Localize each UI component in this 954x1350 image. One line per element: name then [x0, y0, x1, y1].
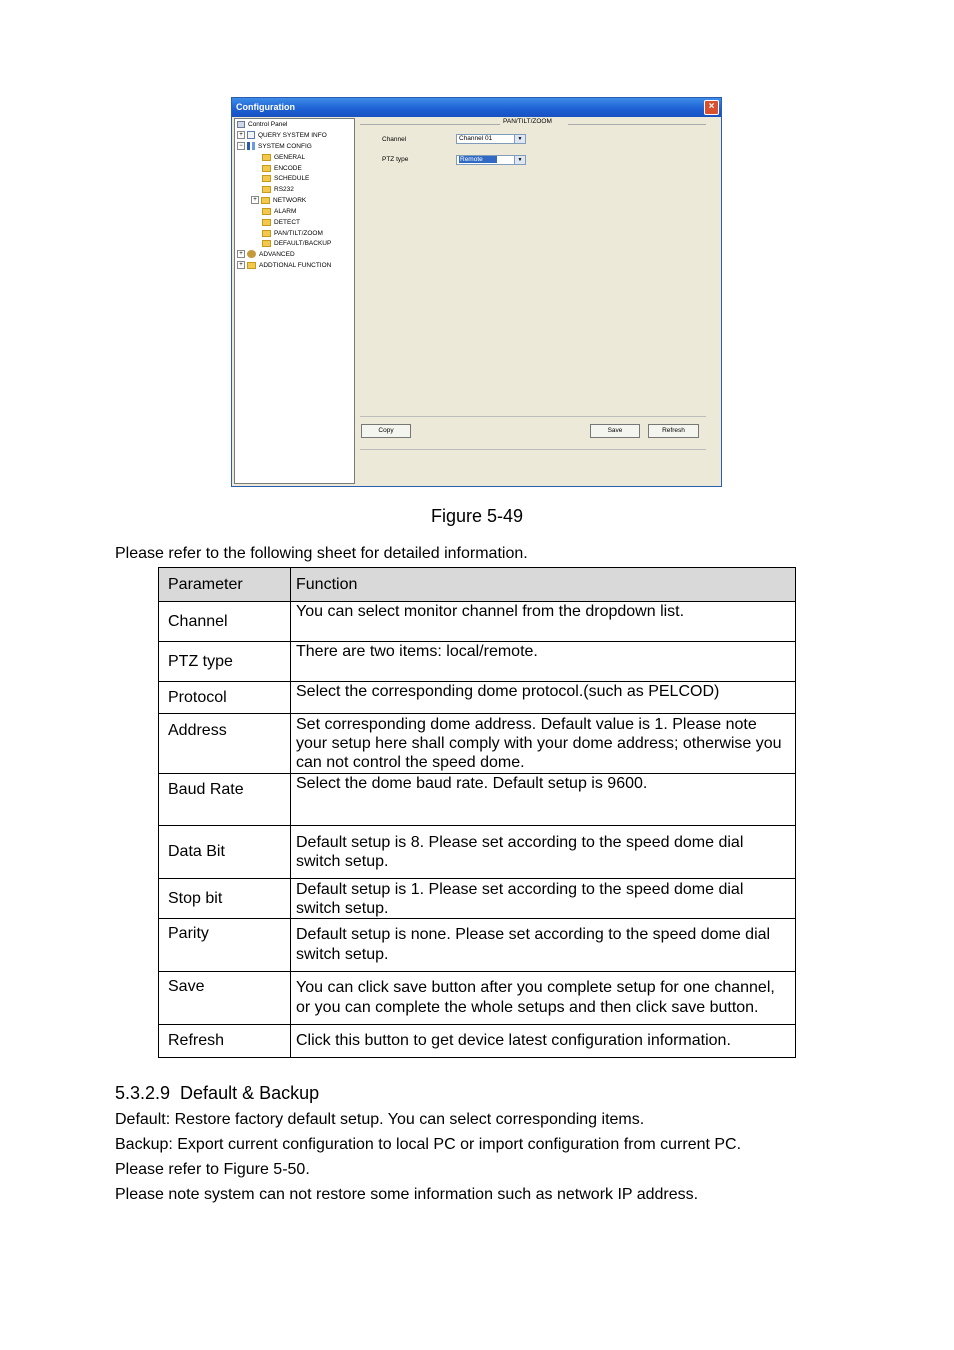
button-separator [360, 416, 706, 417]
button-separator [360, 449, 706, 450]
table-cell-param: Refresh [159, 1025, 291, 1058]
section-line: Default: Restore factory default setup. You can select corresponding items. [115, 1111, 645, 1128]
table-cell-function: Set corresponding dome address. Default value is 1. Please note your setup here shall comply with your dome address; otherwise you can not control the speed dome. [291, 714, 796, 774]
folder-open-icon [262, 230, 271, 237]
copy-button[interactable]: Copy [361, 424, 411, 438]
tree-item-rs232[interactable]: RS232 [262, 185, 294, 195]
table-cell-function: Click this button to get device latest configuration information. [291, 1025, 796, 1058]
table-header-parameter: Parameter [159, 568, 291, 602]
tree-item-control-panel[interactable]: Control Panel [237, 120, 287, 130]
folder-icon [262, 165, 271, 172]
expand-icon[interactable]: + [237, 261, 245, 269]
collapse-icon[interactable]: − [237, 142, 245, 150]
table-header-row [159, 568, 796, 602]
tree-item-query-system-info[interactable]: + QUERY SYSTEM INFO [237, 131, 327, 141]
tree-item-advanced[interactable]: + ADVANCED [237, 250, 295, 260]
table-cell-param: Address [159, 714, 291, 774]
computer-icon [237, 121, 245, 128]
chevron-down-icon[interactable]: ▼ [514, 135, 525, 143]
folder-icon [262, 208, 271, 215]
window-title: Configuration [236, 102, 295, 112]
table-cell-function: You can select monitor channel from the dropdown list. [291, 602, 796, 642]
folder-icon [247, 262, 256, 269]
tree-item-encode[interactable]: ENCODE [262, 164, 302, 174]
tree-item-network[interactable]: + NETWORK [251, 196, 306, 206]
table-cell-param: Save [159, 972, 291, 1025]
table-cell-param: Parity [159, 919, 291, 972]
folder-icon [262, 240, 271, 247]
table-row [159, 826, 796, 879]
info-icon [247, 131, 255, 139]
section-heading: 5.3.2.9 Default & Backup [115, 1083, 320, 1103]
table-row [159, 714, 796, 774]
window-titlebar [232, 98, 721, 117]
table-row [159, 879, 796, 919]
folder-icon [262, 186, 271, 193]
tree-item-schedule[interactable]: SCHEDULE [262, 174, 309, 184]
gear-icon [247, 250, 256, 258]
table-cell-function: Default setup is 8. Please set according to the speed dome dial switch setup. [291, 826, 796, 879]
group-title: PAN/TILT/ZOOM [500, 118, 555, 125]
tree-item-general[interactable]: GENERAL [262, 153, 305, 163]
refresh-button[interactable]: Refresh [648, 424, 699, 438]
expand-icon[interactable]: + [251, 196, 259, 204]
configuration-window [231, 97, 722, 487]
table-row [159, 919, 796, 972]
group-divider [568, 124, 706, 125]
figure-caption: Figure 5-49 [430, 506, 524, 526]
table-row [159, 602, 796, 642]
ptz-type-select-value: Remote [459, 156, 497, 163]
table-cell-function: You can click save button after you complete setup for one channel, or you can complete the whole setups and then click save button. [291, 972, 796, 1025]
channel-select[interactable] [456, 134, 526, 144]
tree-item-additional-function[interactable]: + ADDTIONAL FUNCTION [237, 261, 331, 271]
table-row [159, 774, 796, 826]
table-cell-param: Data Bit [159, 826, 291, 879]
channel-label: Channel [382, 136, 407, 143]
tree-item-detect[interactable]: DETECT [262, 218, 300, 228]
table-cell-param: Protocol [159, 682, 291, 714]
expand-icon[interactable]: + [237, 131, 245, 139]
close-icon[interactable]: × [704, 100, 719, 115]
tree-item-alarm[interactable]: ALARM [262, 207, 296, 217]
save-button[interactable]: Save [590, 424, 640, 438]
table-cell-function: Select the corresponding dome protocol.(such as PELCOD) [291, 682, 796, 714]
table-cell-function: Default setup is 1. Please set according to the speed dome dial switch setup. [291, 879, 796, 919]
tree-item-default-backup[interactable]: DEFAULT/BACKUP [262, 239, 331, 249]
table-header-function: Function [291, 568, 796, 602]
expand-icon[interactable]: + [237, 250, 245, 258]
table-cell-param: PTZ type [159, 642, 291, 682]
config-tree [234, 118, 355, 484]
folder-icon [262, 175, 271, 182]
table-cell-function: Select the dome baud rate. Default setup is 9600. [291, 774, 796, 826]
section-line: Backup: Export current configuration to local PC or import configuration from current PC. [115, 1136, 742, 1153]
table-cell-function: Default setup is none. Please set according to the speed dome dial switch setup. [291, 919, 796, 972]
table-cell-param: Baud Rate [159, 774, 291, 826]
folder-icon [262, 154, 271, 161]
section-line: Please refer to Figure 5-50. [115, 1161, 310, 1178]
parameter-table [158, 567, 796, 1058]
table-cell-param: Channel [159, 602, 291, 642]
group-divider [360, 124, 500, 125]
tree-item-pan-tilt-zoom[interactable]: PAN/TILT/ZOOM [262, 229, 323, 239]
table-row [159, 682, 796, 714]
chevron-down-icon[interactable]: ▼ [514, 156, 525, 164]
table-cell-function: There are two items: local/remote. [291, 642, 796, 682]
ptz-settings-panel [356, 118, 721, 486]
channel-select-value: Channel 01 [459, 135, 493, 142]
table-row [159, 1025, 796, 1058]
folder-icon [262, 219, 271, 226]
ptz-type-label: PTZ type [382, 156, 409, 163]
section-line: Please note system can not restore some information such as network IP address. [115, 1186, 699, 1203]
table-row [159, 642, 796, 682]
ptz-type-select[interactable] [456, 155, 526, 165]
table-row [159, 972, 796, 1025]
bars-icon [247, 142, 255, 150]
folder-icon [261, 197, 270, 204]
tree-item-system-config[interactable]: − SYSTEM CONFIG [237, 142, 312, 152]
intro-paragraph: Please refer to the following sheet for detailed information. [115, 545, 528, 562]
table-cell-param: Stop bit [159, 879, 291, 919]
